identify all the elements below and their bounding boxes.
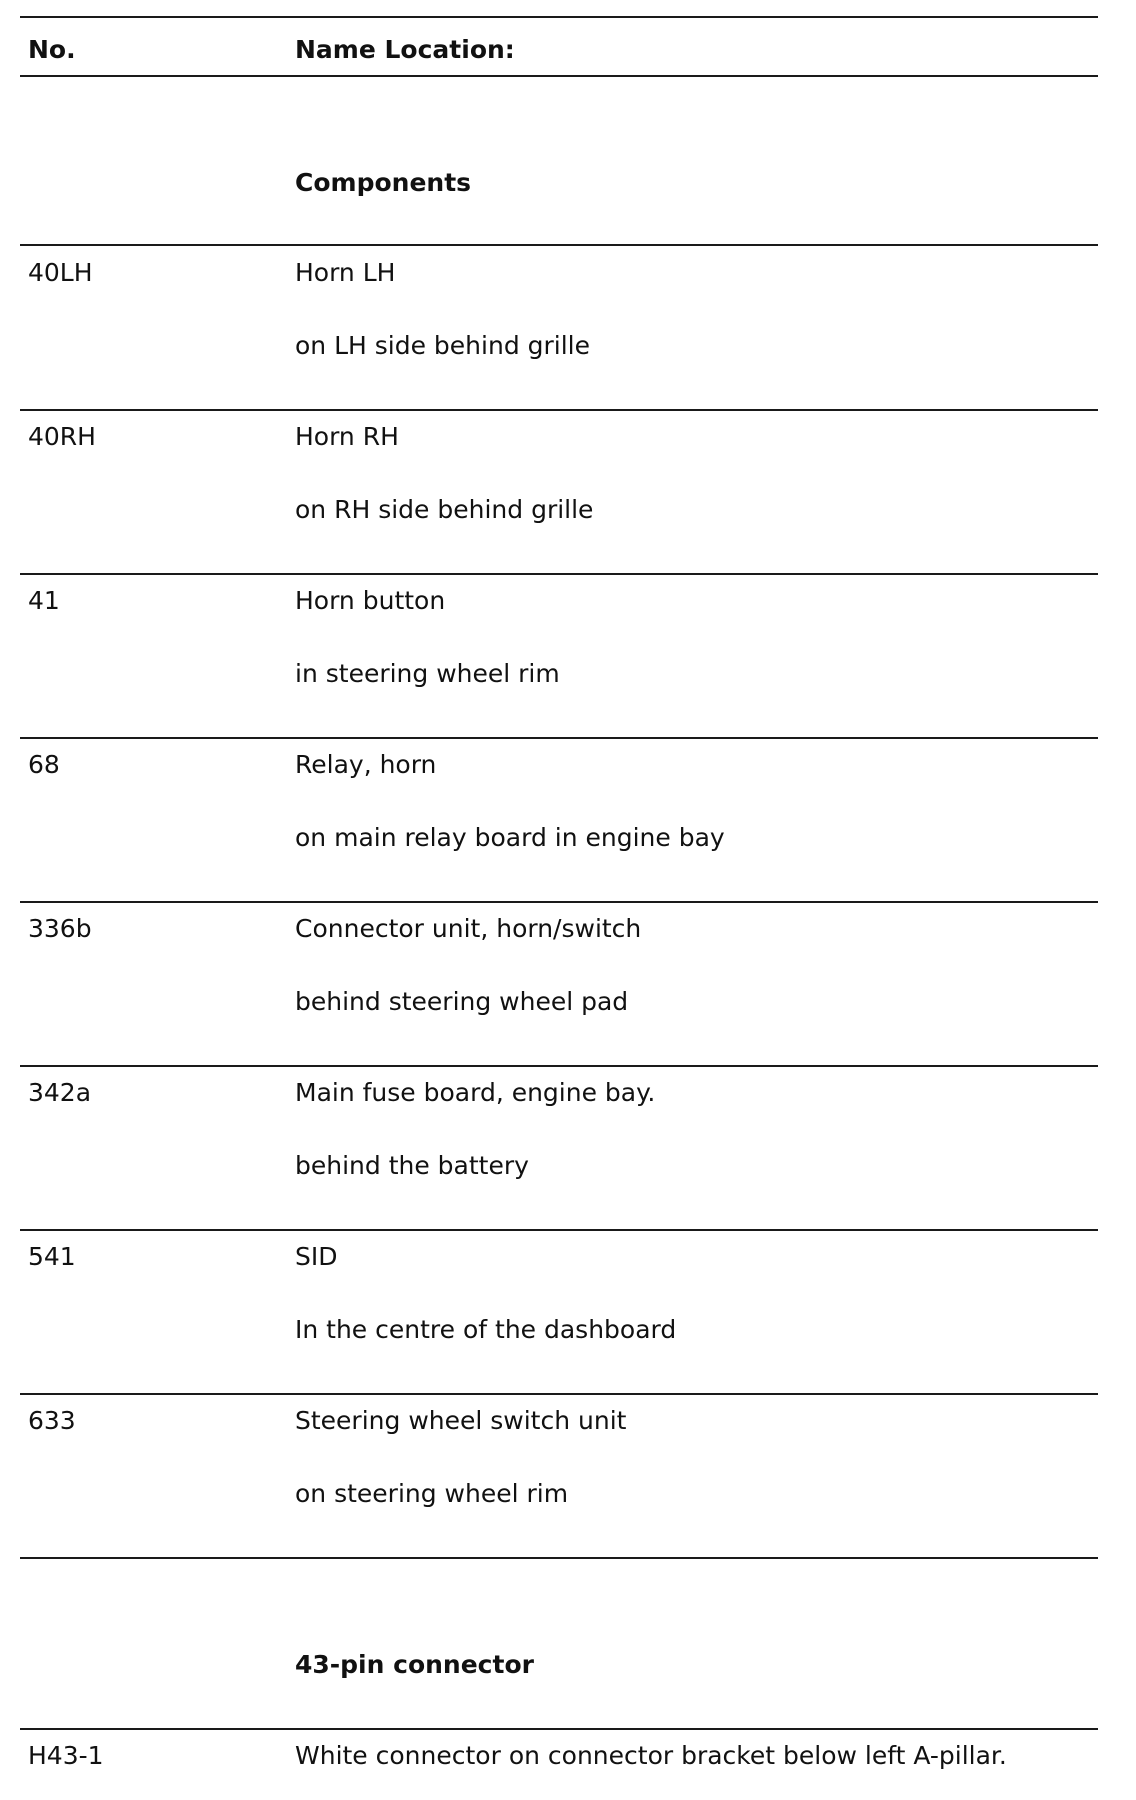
section-rule bbox=[20, 1728, 1098, 1730]
row-rule bbox=[20, 1557, 1098, 1559]
row-name: Horn button bbox=[295, 586, 446, 615]
row-number: 336b bbox=[28, 914, 92, 943]
row-rule bbox=[20, 901, 1098, 903]
row-rule bbox=[20, 409, 1098, 411]
row-location: on main relay board in engine bay bbox=[295, 823, 725, 852]
row-name: Main fuse board, engine bay. bbox=[295, 1078, 656, 1107]
row-rule bbox=[20, 1393, 1098, 1395]
row-location: on RH side behind grille bbox=[295, 495, 594, 524]
section-title-43-pin-connector: 43-pin connector bbox=[295, 1650, 534, 1679]
row-location: in steering wheel rim bbox=[295, 659, 560, 688]
row-name: White connector on connector bracket below left A-pillar. bbox=[295, 1741, 1007, 1770]
header-no: No. bbox=[28, 35, 76, 64]
header-name-location: Name Location: bbox=[295, 35, 515, 64]
row-name: Steering wheel switch unit bbox=[295, 1406, 627, 1435]
row-name: SID bbox=[295, 1242, 338, 1271]
row-rule bbox=[20, 737, 1098, 739]
table-top-rule bbox=[20, 16, 1098, 18]
row-rule bbox=[20, 573, 1098, 575]
row-number: H43-1 bbox=[28, 1741, 104, 1770]
row-name: Connector unit, horn/switch bbox=[295, 914, 642, 943]
row-location: In the centre of the dashboard bbox=[295, 1315, 677, 1344]
row-name: Horn RH bbox=[295, 422, 399, 451]
row-number: 342a bbox=[28, 1078, 92, 1107]
row-number: 633 bbox=[28, 1406, 76, 1435]
row-location: behind the battery bbox=[295, 1151, 529, 1180]
row-location: on steering wheel rim bbox=[295, 1479, 569, 1508]
row-number: 41 bbox=[28, 586, 60, 615]
row-name: Horn LH bbox=[295, 258, 396, 287]
row-rule bbox=[20, 1229, 1098, 1231]
section-rule bbox=[20, 244, 1098, 246]
row-number: 40LH bbox=[28, 258, 93, 287]
header-bottom-rule bbox=[20, 75, 1098, 77]
row-number: 40RH bbox=[28, 422, 96, 451]
section-title-components: Components bbox=[295, 168, 472, 197]
row-location: on LH side behind grille bbox=[295, 331, 590, 360]
row-name: Relay, horn bbox=[295, 750, 437, 779]
row-rule bbox=[20, 1065, 1098, 1067]
row-location: behind steering wheel pad bbox=[295, 987, 629, 1016]
row-number: 541 bbox=[28, 1242, 76, 1271]
row-number: 68 bbox=[28, 750, 60, 779]
